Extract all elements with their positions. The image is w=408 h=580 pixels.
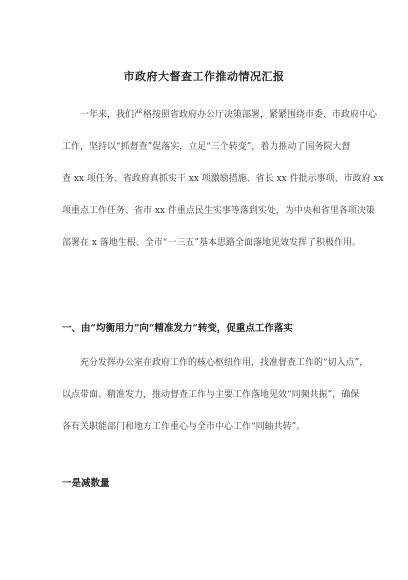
sub-heading: 一是减数量 <box>62 478 110 489</box>
section-heading: 一、由“均衡用力”向“精准发力”转变，促重点工作落实 <box>62 323 293 334</box>
paragraph-line: 部署在 x 落地生根、全市“一三五”基本思路全面落地见效发挥了积极作用。 <box>62 238 362 248</box>
paragraph-line: 一年来，我们严格按照省政府办公厅决策部署，紧紧围绕市委、市政府中心 <box>80 110 378 120</box>
paragraph-line: 充分发挥办公室在政府工作的核心枢纽作用，找准督查工作的“切入点”， <box>80 358 369 368</box>
paragraph-line: 工作，坚持以“抓督查”促落实，立足“三个转变”，着力推动了国务院大督 <box>62 142 351 152</box>
paragraph-line: 各有关职能部门和地方工作重心与全市中心工作“同轴共转”。 <box>62 422 306 432</box>
intro-paragraph <box>62 99 384 259</box>
paragraph-line: 项重点工作任务、省市 xx 件重点民生实事等落到实处，为中央和省里各项决策 <box>62 206 375 216</box>
paragraph-line: 以点带面、精准发力，推动督查工作与主要工作落地见效“同频共振”，确保 <box>62 390 360 400</box>
section-paragraph <box>62 347 369 443</box>
document-title: 市政府大督查工作推动情况汇报 <box>123 70 285 83</box>
paragraph-line: 查 xx 项任务、省政府真抓实干 xx 项激励措施、省长 xx 件批示事项、市政府 xx <box>62 174 384 184</box>
